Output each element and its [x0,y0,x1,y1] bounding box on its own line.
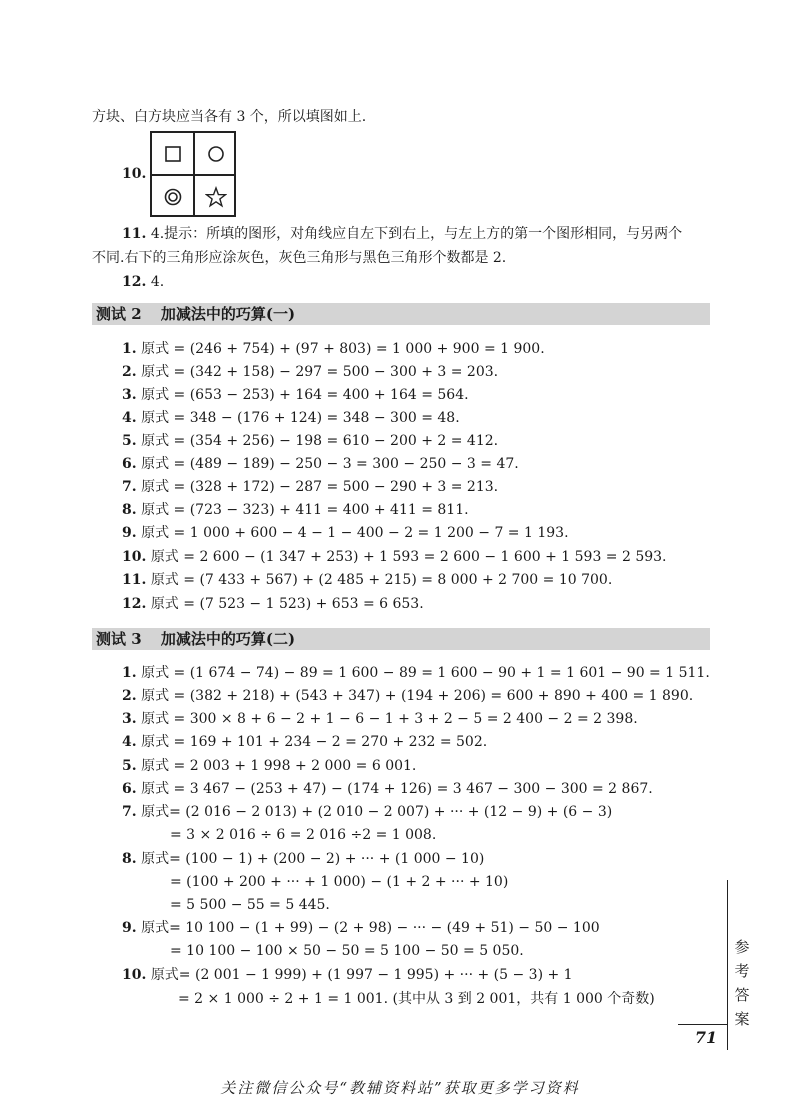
double-circle-icon [152,176,193,217]
answer-text: 原式 = 1 000 + 600 − 4 − 1 − 400 − 2 = 1 200 − 7 = 1 193. [141,525,569,541]
section3-title: 加减法中的巧算(二) [160,630,296,648]
q12-number: 12. [122,274,147,290]
q11-number: 11. [122,226,147,242]
answer-text: 原式 = 300 × 8 + 6 − 2 + 1 − 6 − 1 + 3 + 2 − 5 = 2 400 − 2 = 2 398. [141,711,638,727]
answer-line [170,872,508,892]
answer-line [122,339,545,359]
answer-line [122,756,416,776]
answer-number: 6. [122,456,137,472]
answer-text: 原式 = (489 − 189) − 250 − 3 = 300 − 250 − 3 = 47. [141,456,519,472]
answer-line [122,709,638,729]
answer-text: = (100 + 200 + ··· + 1 000) − (1 + 2 + ··· + 10) [170,874,509,890]
answer-number: 4. [122,410,137,426]
answer-text: 原式= (2 001 − 1 999) + (1 997 − 1 995) + ··· + (5 − 3) + 1 [150,967,573,983]
section3-header [92,628,710,650]
answer-text: 原式 = (653 − 253) + 164 = 400 + 164 = 564. [141,387,469,403]
answer-text: 原式 = (382 + 218) + (543 + 347) + (194 + 206) = 600 + 890 + 400 = 1 890. [141,688,694,704]
answer-number: 6. [122,781,137,797]
q12-text: 4. [150,274,165,290]
answer-text: 原式 = (342 + 158) − 297 = 500 − 300 + 3 = 203. [141,364,499,380]
answer-line [122,523,569,543]
answer-line [122,385,469,405]
answer-line [122,570,612,590]
answer-number: 8. [122,851,137,867]
answer-number: 11. [122,572,147,588]
answer-line [122,686,693,706]
answer-text: 原式= (2 016 − 2 013) + (2 010 − 2 007) + ··· + (12 − 9) + (6 − 3) [141,804,613,820]
q10-number: 10. [122,166,147,182]
circle-icon [195,133,236,174]
answer-line [122,500,469,520]
answer-number: 1. [122,341,137,357]
answer-number: 7. [122,479,137,495]
answer-text: 原式 = (246 + 754) + (97 + 803) = 1 000 + 900 = 1 900. [141,341,545,357]
answer-line [122,663,710,683]
footer-note: 关注微信公众号“教辅资料站”获取更多学习资料 [220,1079,580,1097]
answer-number: 7. [122,804,137,820]
answer-line [170,895,330,915]
answer-line [122,779,653,799]
answer-text: 原式 = 348 − (176 + 124) = 348 − 300 = 48. [141,410,460,426]
answer-number: 10. [122,549,147,565]
answer-number: 2. [122,364,137,380]
answer-text: 原式 = 2 600 − (1 347 + 253) + 1 593 = 2 600 − 1 600 + 1 593 = 2 593. [150,549,667,565]
section2-header [92,303,710,325]
answer-text: 原式= 10 100 − (1 + 99) − (2 + 98) − ··· − (49 + 51) − 50 − 100 [141,920,600,936]
answer-text: 原式 = (7 433 + 567) + (2 485 + 215) = 8 000 + 2 700 = 10 700. [150,572,613,588]
answer-line [122,547,667,567]
answer-text: 原式 = 169 + 101 + 234 − 2 = 270 + 232 = 502. [141,734,488,750]
answer-text: = 10 100 − 100 × 50 − 50 = 5 100 − 50 = 5 050. [170,943,524,959]
answer-number: 1. [122,665,137,681]
answer-text: 原式= (100 − 1) + (200 − 2) + ··· + (1 000 − 10) [141,851,485,867]
answer-line [122,802,612,822]
section3-label: 测试 3 [96,630,142,648]
answer-text: 原式 = 2 003 + 1 998 + 2 000 = 6 001. [141,758,417,774]
answer-number: 8. [122,502,137,518]
answer-text: 原式 = (723 − 323) + 411 = 400 + 411 = 811. [141,502,469,518]
q11-line2: 不同.右下的三角形应涂灰色，灰色三角形与黑色三角形个数都是 2. [92,250,507,266]
answer-line [122,362,498,382]
section2-label: 测试 2 [96,305,142,323]
answer-text: 原式 = 3 467 − (253 + 47) − (174 + 126) = 3 467 − 300 − 300 = 2 867. [141,781,653,797]
side-label: 参考答案 [734,938,750,1028]
answer-number: 9. [122,920,137,936]
answer-number: 3. [122,711,137,727]
answer-text: 原式 = (7 523 − 1 523) + 653 = 6 653. [150,596,424,612]
q11-line1 [122,224,682,244]
answer-line [170,825,436,845]
q12-line [122,272,164,292]
page-number: 71 [694,1028,718,1047]
answer-line [122,918,600,938]
answer-text: 原式 = (1 674 − 74) − 89 = 1 600 − 89 = 1 600 − 90 + 1 = 1 601 − 90 = 1 511. [141,665,710,681]
answer-text: = 3 × 2 016 ÷ 6 = 2 016 ÷2 = 1 008. [170,827,437,843]
star-icon [195,176,236,217]
page-number-rule [678,1024,728,1025]
answer-line [122,965,573,985]
answer-text: = 5 500 − 55 = 5 445. [170,897,330,913]
answer-line [122,454,519,474]
answer-text: = 2 × 1 000 ÷ 2 + 1 = 1 001. (其中从 3 到 2 001，共有 1 000 个奇数) [178,991,655,1007]
q11-text-1: 4.提示：所填的图形，对角线应自左下到右上，与左上方的第一个图形相同，与另两个 [150,226,683,242]
answer-number: 2. [122,688,137,704]
answer-line [122,849,484,869]
answer-text: 原式 = (354 + 256) − 198 = 610 − 200 + 2 = 412. [141,433,499,449]
answer-line [170,941,524,961]
answer-line [122,431,498,451]
answer-number: 5. [122,758,137,774]
answer-number: 10. [122,967,147,983]
section2-title: 加减法中的巧算(一) [160,305,296,323]
answer-number: 12. [122,596,147,612]
answer-line [122,408,460,428]
answer-line [122,732,487,752]
answer-line [178,989,655,1009]
answer-line [122,594,424,614]
answer-number: 4. [122,734,137,750]
intro-line: 方块、白方块应当各有 3 个，所以填图如上. [92,109,367,125]
q10-shape-grid [150,131,236,217]
answer-number: 3. [122,387,137,403]
answer-number: 9. [122,525,137,541]
answer-number: 5. [122,433,137,449]
square-icon [152,133,193,174]
answer-line [122,477,498,497]
answer-text: 原式 = (328 + 172) − 287 = 500 − 290 + 3 = 213. [141,479,499,495]
